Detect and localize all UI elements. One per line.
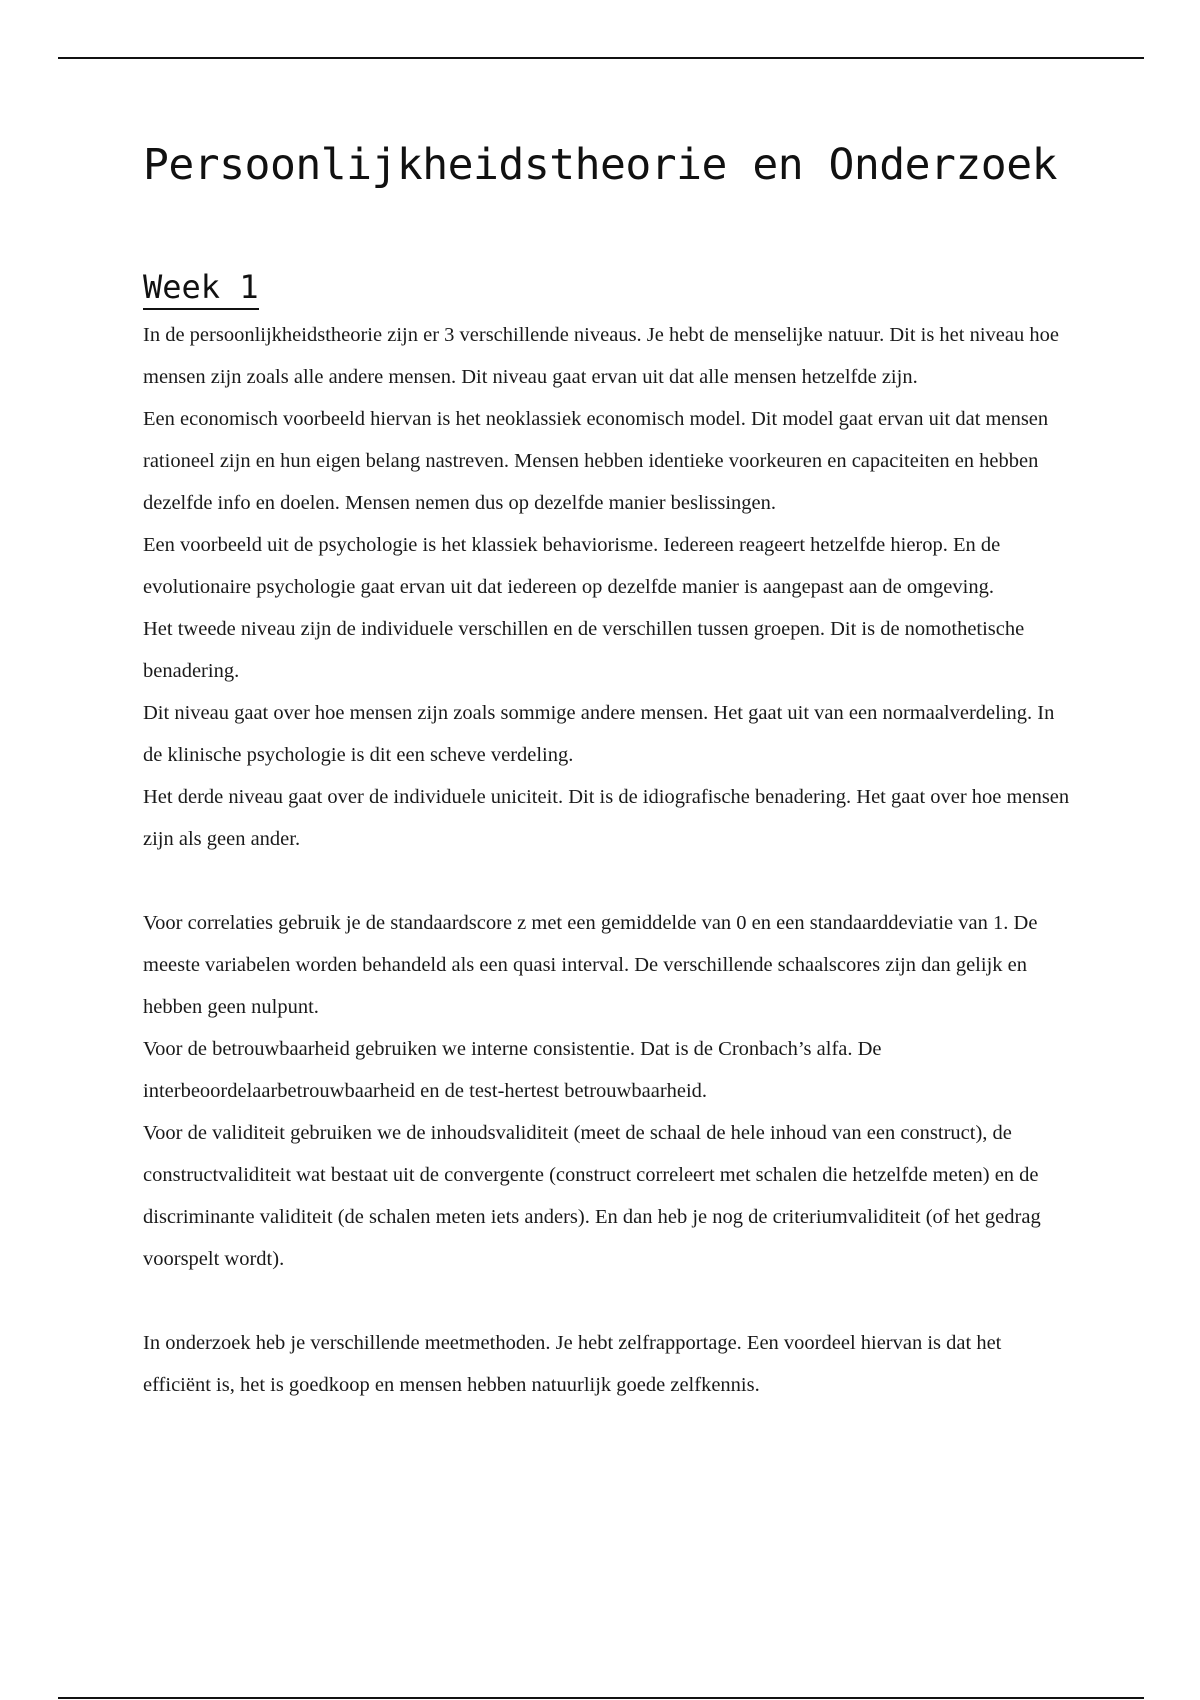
top-divider — [58, 57, 1144, 59]
paragraph-normal-distribution: Dit niveau gaat over hoe mensen zijn zoals sommige andere mensen. Het gaat uit van een normaalverdeling. In de klinische psychologie is dit een scheve verdeling. — [143, 702, 1055, 766]
paragraph-gap — [143, 860, 1073, 902]
document-body — [143, 268, 1073, 1406]
section-heading: Week 1 — [143, 268, 259, 310]
paragraph-correlations: Voor correlaties gebruik je de standaardscore z met een gemiddelde van 0 en een standaarddeviatie van 1. De meeste variabelen worden behandeld als een quasi interval. De verschillende schaalscores zijn dan gelijk en hebben geen nulpunt. — [143, 912, 1038, 1018]
document-title: Persoonlijkheidstheorie en Onderzoek — [143, 140, 1057, 190]
paragraph-validity: Voor de validiteit gebruiken we de inhoudsvaliditeit (meet de schaal de hele inhoud van een construct), de constructvaliditeit wat bestaat uit de convergente (construct correleert met schalen die hetzelfde meten) en de discriminante validiteit (de schalen meten iets anders). En dan heb je nog de criteriumvaliditeit (of het gedrag voorspelt wordt). — [143, 1122, 1041, 1270]
paragraph-reliability: Voor de betrouwbaarheid gebruiken we interne consistentie. Dat is de Cronbach’s alfa. De interbeoordelaarbetrouwbaarheid en de test-hertest betrouwbaarheid. — [143, 1038, 882, 1102]
paragraph-third-level: Het derde niveau gaat over de individuele uniciteit. Dit is de idiografische benadering. Het gaat over hoe mensen zijn als geen ander. — [143, 786, 1070, 850]
bottom-divider — [58, 1697, 1144, 1699]
paragraph-psychology-example: Een voorbeeld uit de psychologie is het klassiek behaviorisme. Iedereen reageert hetzelfde hierop. En de evolutionaire psychologie gaat ervan uit dat iedereen op dezelfde manier is aangepast aan de omgeving. — [143, 534, 1001, 598]
paragraph-second-level: Het tweede niveau zijn de individuele verschillen en de verschillen tussen groepen. Dit is de nomothetische benadering. — [143, 618, 1025, 682]
paragraph-economic-example: Een economisch voorbeeld hiervan is het neoklassiek economisch model. Dit model gaat ervan uit dat mensen rationeel zijn en hun eigen belang nastreven. Mensen hebben identieke voorkeuren en capaciteiten en hebben dezelfde info en doelen. Mensen nemen dus op dezelfde manier beslissingen. — [143, 408, 1049, 514]
paragraph-gap — [143, 1280, 1073, 1322]
paragraph-levels-intro: In de persoonlijkheidstheorie zijn er 3 verschillende niveaus. Je hebt de menselijke natuur. Dit is het niveau hoe mensen zijn zoals alle andere mensen. Dit niveau gaat ervan uit dat alle mensen hetzelfde zijn. — [143, 324, 1059, 388]
paragraph-methods: In onderzoek heb je verschillende meetmethoden. Je hebt zelfrapportage. Een voordeel hiervan is dat het efficiënt is, het is goedkoop en mensen hebben natuurlijk goede zelfkennis. — [143, 1332, 1002, 1396]
